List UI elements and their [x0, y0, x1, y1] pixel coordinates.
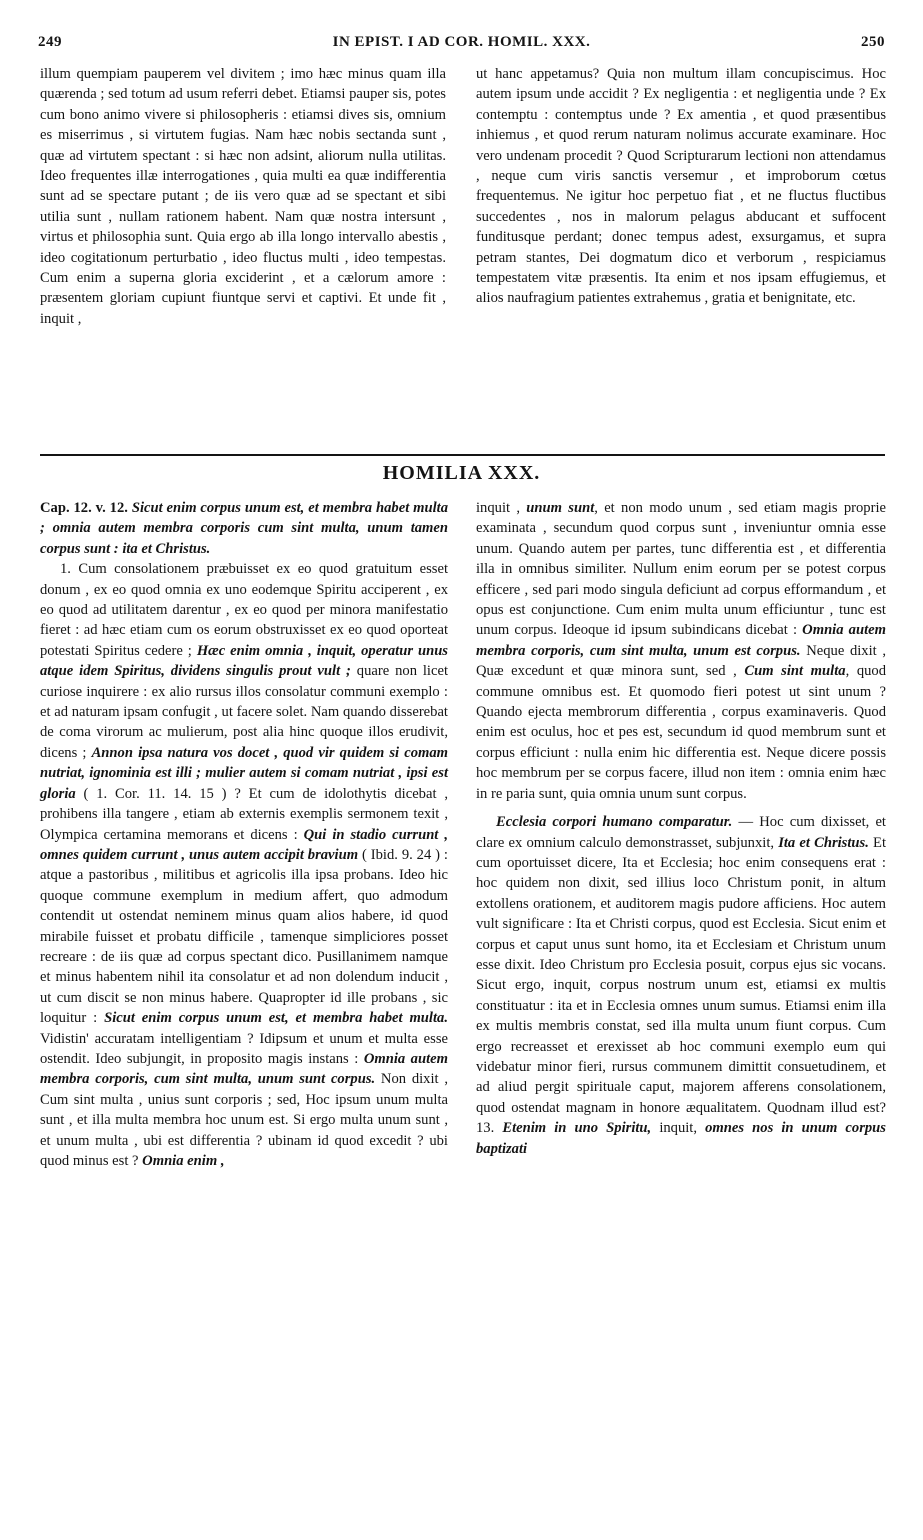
text-run: , quod commune omnibus est. Et quomodo fieri potest ut sint unum ? Quando ejecta membrorum differentia , corpus examinaveris. Quod enim est oculus, hoc et pes est, secundum id quod membrum sunt et corpus efficiunt : nulla enim hic differentia est. Neque dicere possis hoc membrum per se corpus facere, illud non item : omnia enim hæc in re paria sunt, quia omnia unum sunt corpus.: [476, 663, 887, 802]
text-run: inquit ,: [476, 500, 520, 516]
homily-paragraph-1-cont: [476, 498, 886, 804]
homily-title: HOMILIA XXX.: [382, 462, 541, 484]
top-right-paragraph: ut hanc appetamus? Quia non multum illam concupiscimus. Hoc autem ipsum unde accidit ? Ex negligentia : et negligentia unde ? Ex contemptu : contemptus unde ? Ex amentia , et quod præsentibus inhiemus , et quod rerum naturam nolimus accurate examinare. Hoc vero undenam procedit ? Quod Scripturarum lectioni non attendamus , neque cum viris sanctis versemur , et improborum cœtus frequentemus. Ne igitur hoc perpetuo fiat , et ne fluctus fluctibus succedentes , nos in malorum pelagus abducant et suffocent funditusque perdant; donec tempus adest, exsurgamus, et supra petram stantes, Dei dogmatum dico et verborum , respiciamus tempestatem vitæ præsentis. Ita enim et nos ipsam effugiemus, et alios naufragium patientes extrahemus , gratia et benignitate, etc.: [476, 66, 886, 307]
quote-run: Cum sint multa: [744, 663, 846, 680]
text-run: quare non licet curiose inquirere : ex alio rursus illos consolatur communi exemplo : et ad naturam ipsam confugit , ut facere solet. Nam quando disserebat de coma virorum ac mulierum, post alia hinc quoque illos erudivit, dicens ;: [40, 663, 448, 761]
quote-run: Ita et Christus.: [778, 834, 869, 851]
right-page-number: 250: [861, 34, 885, 50]
text-run: — Hoc cum dixisset, et clare ex omnium calculo demonstrasset, subjunxit,: [476, 814, 886, 851]
quote-run: Hæc enim omnia , inquit, operatur unus atque idem Spiritus, dividens singulis prout vult ;: [40, 642, 448, 680]
quote-run: Omnia autem membra corporis, cum sint multa, unum est corpus.: [476, 622, 886, 659]
top-right-column: [476, 64, 886, 309]
text-run: inquit,: [659, 1120, 698, 1137]
quote-run: Etenim in uno Spiritu,: [502, 1120, 652, 1137]
quote-run: omnes nos in unum corpus baptizati: [476, 1120, 886, 1157]
quote-run: Omnia enim ,: [142, 1153, 225, 1169]
quote-run: Omnia autem membra corporis, cum sint multa, unum sunt corpus.: [40, 1050, 448, 1088]
homily-paragraph-1: [40, 559, 448, 1171]
running-title: IN EPIST. I AD COR. HOMIL. XXX.: [332, 34, 591, 50]
bottom-right-column: [476, 498, 886, 1159]
text-run: Vidistin' accuratam intelligentiam ? Idipsum et unum et multa esse ostendit. Ideo subjungit, in proposito magis instans :: [40, 1030, 448, 1067]
section-heading: Ecclesia corpori humano comparatur.: [496, 814, 733, 831]
cap-verse: Sicut enim corpus unum est, et membra habet multa ; omnia autem membra corporis cum sint multa, unum tamen corpus sunt : ita et Christus.: [40, 500, 449, 557]
quote-run: Annon ipsa natura vos docet , quod vir quidem si comam nutriat, ignominia est illi ; mulier autem si comam nutriat , ipsi est gloria: [40, 744, 448, 802]
top-left-paragraph: illum quempiam pauperem vel divitem ; imo hæc minus quam illa quærenda ; sed totum ad usum referri debet. Etiamsi pauper sis, potes cum bono animo vivere si philosopheris : etiamsi dives sis, omnium es miserrimus , si virtutem fugias. Nam hæc nobis sectanda sunt , quæ ad virtutem spectant : si hæc non adsint, aliorum nulla utilitas. Ideo frequentes illæ interrogationes , quia multi ea quæ indifferentia sunt ad se spectare putant ; de iis vero quæ ad se spectant et sibi utilia sunt , nullam rationem habent. Nam quæ nostra intersunt , virtus et philosophia sunt. Quia ergo ab illa longo intervallo abestis , ideo cogitationum perturbatio , ideo fluctus multi , ideo tempestas. Cum enim a superna gloria exciderint , et a cælorum amore : præsentem gloriam cupiunt fiuntque servi et captivi. Et unde fit , inquit ,: [40, 66, 446, 327]
quote-run: Qui in stadio currunt , omnes quidem currunt , unus autem accipit bravium: [40, 826, 448, 863]
cap-ref: Cap. 12. v. 12.: [40, 500, 128, 516]
text-run: Neque dixit , Quæ excedunt et quæ minora sunt, sed ,: [476, 642, 887, 680]
page-header: [38, 34, 885, 58]
text-run: ( Ibid. 9. 24 ) : atque a pastoribus , militibus et agricolis illa ipsa probans. Ideo hic quoque commune exemplum in medium affert, quo admodum contendit ut ostendat neminem minus quam alios habere, id quod mirabile fuisset et probatu difficile , tamenque simpliciores posset recreare : de iis quæ ad corpus spectant dico. Pusillanimem namque et minus habentem nihil ita consolatur et ad non dolendum inducit , ut cum discit se non minus habere. Quapropter id ille probans , sic loquitur :: [40, 846, 448, 1027]
quote-run: unum sunt: [526, 500, 595, 516]
section-divider: [40, 454, 885, 456]
text-run: Et cum oportuisset dicere, Ita et Ecclesia; hoc enim consequens erat : hoc quidem non dixit, sed illius loco Christum ponit, in altum extollens orationem, et auditorem magis pudore afficiens. Hoc autem vult significare : Ita et Christi corpus, quod est Ecclesia. Sicut enim et corpus et caput unus sunt homo, ita et Ecclesiam et Christum unum esse dixit. Ideo Christum pro Ecclesia posuit, corpus ejus sic vocans. Sicut ergo, inquit, corpus nostrum unum est, etiamsi ex multis constituatur : ita et in Ecclesia omnes unum sumus. Etiamsi enim illa ex multis membris constat, sed illa multa unum fiunt corpus. Cum ergo recreasset et erexisset ab hoc communi exemplo eum qui videbatur minor fieri, rursus communem dimittit consuetudinem, et ad aliud pergit spirituale caput, majorem afferens consolationem, quod ostendat magnam in honore æqualitatem. Quodnam illud est? 13.: [476, 834, 887, 1137]
homily-paragraph-2: [476, 812, 886, 1159]
chapter-reference: [40, 498, 448, 559]
top-left-column: [40, 64, 446, 329]
text-run: , et non modo unum , sed etiam magis proprie examinata , secundum quod corpus sunt , inveniuntur omnia esse unum. Quando autem per partes, tunc differentia est , et differentia illa in omnibus similiter. Nullum enim eorum per se potest corpus efficere , sed pari modo singula deficiunt ad corpus efformandum , et opus est conjunctione. Cum enim multa unum efficiuntur , tunc est unum corpus. Ideoque id ipsum subindicans dicebat :: [476, 500, 886, 639]
text-run: Non dixit , Cum sint multa , unius sunt corporis ; sed, Hoc ipsum unum multa sunt , et illa multa membra hoc unum est. Si ergo multa unum sunt , et unum multa , ubi est differentia ? ubinam id quod excedit ? ubi quod minus est ?: [40, 1071, 448, 1169]
quote-run: Sicut enim corpus unum est, et membra habet multa.: [104, 1010, 448, 1027]
text-run: ( 1. Cor. 11. 14. 15 ) ? Et cum de idolothytis dicebat , prohibens illa tangere , etiam ab externis exemplis sermonem texit , Olympica certamina memorans et dicens :: [40, 785, 448, 843]
bottom-left-column: [40, 498, 448, 1171]
text-run: 1. Cum consolationem præbuisset ex eo quod gratuitum esset donum , ex eo quod omnia ex uno eodemque Spiritu acciperent , ex eo quod ad utilitatem darentur , ex eo quod per minora manifestatio fieret : ad hæc etiam cum os eorum obstruxisset ex eo quod oporteat potestati Spiritus cedere ;: [40, 561, 448, 659]
left-page-number: 249: [38, 34, 62, 50]
